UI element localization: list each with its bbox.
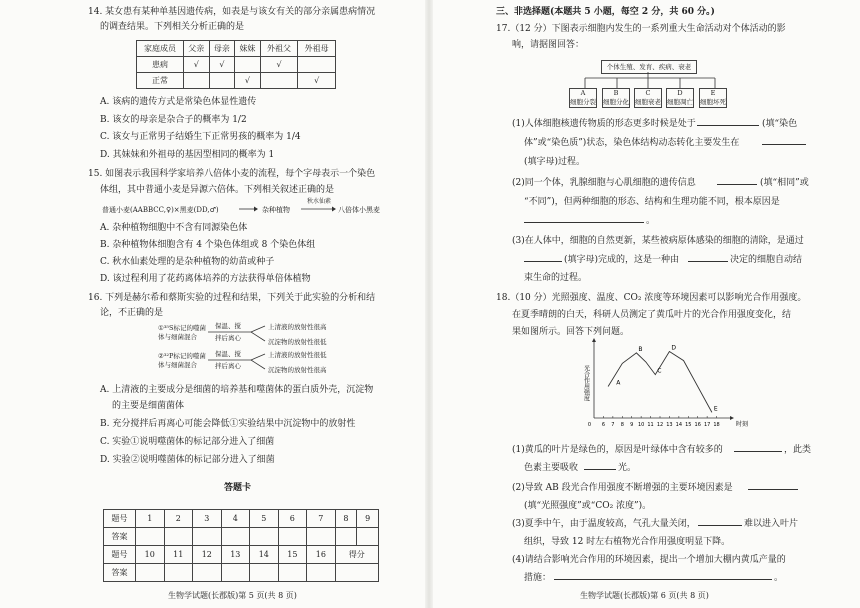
table-cell	[184, 73, 210, 89]
answer-card-title: 答题卡	[224, 483, 252, 493]
q15-arrow-1	[238, 204, 258, 214]
blank-line	[748, 489, 798, 490]
q17-box-c	[634, 88, 662, 108]
q17-connectors	[580, 72, 720, 88]
table-cell	[235, 57, 261, 73]
card-number: 4	[221, 510, 250, 528]
card-answer-cell	[164, 564, 193, 582]
card-label: 答案	[104, 528, 136, 546]
card-number: 13	[221, 546, 250, 564]
q17-p3-a: (3)在人体中，细胞的自然更新，某些被病原体感染的细胞的清除，是通过	[512, 236, 804, 246]
card-number: 2	[164, 510, 193, 528]
tick-label: 15	[685, 422, 692, 428]
card-answer-cell	[357, 528, 379, 546]
table-cell: √	[235, 73, 261, 89]
card-number: 7	[307, 510, 336, 528]
y-axis-arrow	[592, 338, 596, 342]
blank-line	[688, 261, 728, 262]
q16-option-d: D. 实验②说明噬菌体的标记部分进入了细菌	[100, 455, 275, 465]
card-number: 14	[250, 546, 279, 564]
q17-p3-d: 束生命的过程。	[524, 273, 588, 283]
table-cell: √	[184, 57, 210, 73]
q18-stem-2: 在夏季晴朗的白天，科研人员测定了黄瓜叶片的光合作用强度变化，结	[512, 310, 792, 320]
box-letter: E	[710, 89, 716, 97]
series-line	[608, 352, 712, 413]
q17-box-e	[699, 88, 727, 108]
box-letter: A	[580, 89, 586, 97]
card-number: 15	[278, 546, 307, 564]
tick-label: 18	[713, 422, 720, 428]
box-letter: B	[613, 89, 619, 97]
table-header-cell: 父亲	[184, 41, 210, 57]
q17-box-b	[602, 88, 630, 108]
q16-option-b: B. 充分搅拌后再离心可能会降低①实验结果中沉淀物中的放射性	[100, 419, 356, 429]
q17-p2-a: (2)同一个体，乳腺细胞与心肌细胞的遗传信息	[512, 178, 696, 188]
q16-option-a-2: 的主要是细菌菌体	[112, 401, 185, 411]
card-answer-cell	[278, 528, 307, 546]
blank-line	[762, 144, 806, 145]
q16-option-a-1: A. 上清液的主要成分是细菌的培养基和噬菌体的蛋白质外壳，沉淀物	[100, 385, 374, 395]
q16-stem-1: 16. 下列是赫尔希和蔡斯实验的过程和结果，下列关于此实验的分析和结	[88, 293, 376, 303]
q16-step2-line2: 拌后离心	[215, 362, 241, 370]
right-page	[440, 0, 860, 608]
box-letter: C	[645, 89, 651, 97]
tick-label: 13	[666, 422, 673, 428]
blank-line	[584, 469, 616, 470]
blank-line	[524, 261, 562, 262]
q16-stem-2: 论，不正确的是	[100, 308, 164, 318]
q17-stem-2: 响，请据图回答：	[512, 40, 585, 50]
table-header-cell: 外祖父	[260, 41, 298, 57]
table-cell	[209, 73, 235, 89]
left-footer: 生物学试题(长郡版)第 5 页(共 8 页)	[168, 591, 297, 600]
point-label: C	[657, 367, 662, 375]
tick-label: 9	[630, 422, 634, 428]
card-label: 答案	[104, 564, 136, 582]
box-label: 细胞坏死	[700, 98, 726, 106]
card-score-cell	[335, 564, 378, 582]
box-label: 细胞分裂	[570, 98, 596, 106]
tick-label: 14	[675, 422, 683, 428]
blank-line	[734, 451, 782, 452]
card-number: 9	[357, 510, 379, 528]
table-cell: √	[260, 57, 298, 73]
q15-option-a: A. 杂种植物细胞中不含有同源染色体	[100, 223, 248, 233]
answer-card-table	[103, 509, 379, 582]
q17-p1-d: (填字母)过程。	[524, 157, 586, 167]
table-cell: 患病	[137, 57, 184, 73]
q14-option-c: C. 该女与正常男子结婚生下正常男孩的概率为 1/4	[100, 132, 301, 142]
card-label: 题号	[104, 510, 136, 528]
q15-option-c: C. 秋水仙素处理的是杂种植物的幼苗或种子	[100, 257, 275, 267]
tick-label: 17	[703, 422, 711, 428]
q17-top-box: 个体生殖、发育、疾病、衰老	[601, 60, 697, 74]
q16-step1-line2: 拌后离心	[215, 334, 241, 342]
q16-result-2a: 上清液的放射性很低	[268, 351, 327, 359]
x-axis-arrow	[730, 416, 734, 420]
section-heading: 三、非选择题(本题共 5 小题，每空 2 分，共 60 分。)	[496, 7, 715, 17]
box-label: 细胞分化	[603, 98, 629, 106]
q16-step1-line1: 保温、搅	[215, 322, 241, 330]
q18-p2-b: (填“光照强度”或“CO₂ 浓度”)。	[524, 501, 652, 511]
q18-p3-b: 难以进入叶片	[744, 519, 799, 529]
tick-label: 8	[620, 422, 624, 428]
box-letter: D	[677, 89, 683, 97]
q17-p2-b: (填“相同”或	[760, 178, 809, 188]
card-number: 1	[136, 510, 165, 528]
card-answer-cell	[164, 528, 193, 546]
card-number: 10	[136, 546, 165, 564]
q14-stem-2: 的调查结果。下列相关分析正确的是	[100, 22, 245, 32]
card-number: 3	[193, 510, 222, 528]
card-answer-cell	[250, 528, 279, 546]
q17-box-a	[569, 88, 597, 108]
card-answer-cell	[221, 564, 250, 582]
tick-label: 11	[647, 422, 654, 428]
card-label: 题号	[104, 546, 136, 564]
table-header-cell: 母亲	[209, 41, 235, 57]
point-label: B	[638, 345, 643, 353]
q14-table	[136, 40, 336, 89]
tick-label: 0	[587, 422, 591, 428]
q16-result-1b: 沉淀物的放射性很低	[268, 338, 327, 346]
q18-stem-1: 18.（10 分）光照强度、温度、CO₂ 浓度等环境因素可以影响光合作用强度。	[496, 293, 807, 303]
q17-box-d	[666, 88, 694, 108]
card-answer-cell	[193, 528, 222, 546]
q15-stem-2: 体组，其中普通小麦是异源六倍体。下列相关叙述正确的是	[100, 185, 335, 195]
card-number: 6	[278, 510, 307, 528]
q15-flow-mid: 杂种植物	[262, 206, 290, 214]
q17-stem-1: 17.（12 分）下图表示细胞内发生的一系列重大生命活动对个体活动的影	[496, 24, 786, 34]
q14-option-a: A. 该病的遗传方式是常染色体显性遗传	[100, 97, 257, 107]
q18-stem-3: 果如图所示。回答下列问题。	[512, 327, 630, 337]
q18-p3-a: (3)夏季中午，由于温度较高，气孔大量关闭，	[512, 519, 696, 529]
q18-p1-c: 色素主要吸收	[524, 463, 579, 473]
table-header-cell: 妹妹	[235, 41, 261, 57]
q18-p4-a: (4)请结合影响光合作用的环境因素，提出一个增加大棚内黄瓜产量的	[512, 555, 786, 565]
q17-p2-d: 。	[646, 216, 656, 226]
q16-exp2-line1: ②³²P标记的噬菌	[158, 352, 206, 360]
tick-label: 16	[694, 422, 701, 428]
table-cell: 正常	[137, 73, 184, 89]
point-label: D	[671, 344, 677, 352]
page-fold	[425, 0, 433, 608]
q16-exp1-line1: ①³⁵S标记的噬菌	[158, 324, 206, 332]
blank-line	[717, 184, 757, 185]
card-number: 11	[164, 546, 193, 564]
q14-option-d: D. 其妹妹和外祖母的基因型相同的概率为 1	[100, 150, 275, 160]
box-label: 细胞衰老	[635, 98, 661, 106]
q16-step2-line1: 保温、搅	[215, 350, 241, 358]
right-footer: 生物学试题(长郡版)第 6 页(共 8 页)	[580, 591, 709, 600]
q18-p1-b: ，此类	[784, 445, 812, 455]
q16-exp1-line2: 体与细菌混合	[158, 333, 197, 341]
q15-arrow-label: 秋水仙素	[307, 198, 332, 205]
q16-option-c: C. 实验①说明噬菌体的标记部分进入了细菌	[100, 437, 275, 447]
point-label: E	[713, 405, 718, 413]
q15-option-d: D. 该过程利用了花药离体培养的方法获得单倍体植物	[100, 274, 311, 284]
blank-line	[698, 525, 742, 526]
tick-label: 7	[611, 422, 615, 428]
card-answer-cell	[335, 528, 357, 546]
box-label: 细胞凋亡	[667, 98, 693, 106]
q14-option-b: B. 该女的母亲是杂合子的概率为 1/2	[100, 115, 247, 125]
blank-line	[697, 125, 759, 126]
q15-arrow-2	[300, 204, 336, 214]
q14-stem-1: 14. 某女患有某种单基因遗传病，如表是与该女有关的部分亲属患病情况	[88, 7, 376, 17]
q18-p1-a: (1)黄瓜的叶片是绿色的，原因是叶绿体中含有较多的	[512, 445, 723, 455]
card-answer-cell	[221, 528, 250, 546]
table-cell	[260, 73, 298, 89]
card-answer-cell	[136, 528, 165, 546]
table-cell	[298, 57, 336, 73]
blank-line	[524, 222, 644, 223]
card-answer-cell	[278, 564, 307, 582]
point-label: A	[616, 379, 621, 387]
card-number: 8	[335, 510, 357, 528]
table-cell: √	[298, 73, 336, 89]
blank-line	[554, 579, 772, 580]
card-score-label: 得分	[335, 546, 378, 564]
q18-chart	[570, 342, 749, 430]
q15-flow-left: 普通小麦(AABBCC,♀)×黑麦(DD,♂)	[102, 206, 219, 214]
q17-p3-c: 决定的细胞自动结	[730, 255, 803, 265]
y-axis-label: 光合作用强度	[582, 365, 590, 401]
q18-p2-a: (2)导致 AB 段光合作用强度不断增强的主要环境因素是	[512, 483, 733, 493]
card-answer-cell	[136, 564, 165, 582]
q16-diagram-arrows	[205, 322, 269, 378]
tick-label: 10	[637, 422, 645, 428]
q18-p1-d: 光。	[618, 463, 637, 473]
card-number: 16	[307, 546, 336, 564]
q18-p4-c: 。	[774, 573, 784, 583]
q17-p1-c: 体”或“染色质”)状态，染色体结构动态转化主要发生在	[524, 138, 740, 148]
q18-p4-b: 措施：	[524, 573, 552, 583]
q16-exp2-line2: 体与细菌混合	[158, 361, 197, 369]
card-answer-cell	[193, 564, 222, 582]
q15-stem-1: 15. 如图表示我国科学家培养八倍体小麦的流程，每个字母表示一个染色	[88, 169, 376, 179]
card-number: 5	[250, 510, 279, 528]
q17-p1-a: (1)人体细胞核遗传物质的形态更多时候是处于	[512, 119, 696, 129]
q18-p3-c: 组织，导致 12 时左右植物光合作用强度明显下降。	[524, 537, 731, 547]
left-page	[0, 0, 418, 608]
card-number: 12	[193, 546, 222, 564]
table-header-cell: 外祖母	[298, 41, 336, 57]
q16-result-1a: 上清液的放射性很高	[268, 323, 327, 331]
q17-p3-b: (填字母)完成的，这是一种由	[564, 255, 680, 265]
q16-result-2b: 沉淀物的放射性很高	[268, 366, 327, 374]
x-axis-label: 时刻	[736, 421, 749, 428]
q17-p2-c: “不同”)，但两种细胞的形态、结构和生理功能不同，根本原因是	[524, 197, 780, 207]
q17-p1-b: (填“染色	[762, 119, 798, 129]
card-answer-cell	[307, 564, 336, 582]
table-header-cell: 家庭成员	[137, 41, 184, 57]
table-cell: √	[209, 57, 235, 73]
card-answer-cell	[250, 564, 279, 582]
q15-flow-right: 八倍体小黑麦	[338, 206, 380, 214]
tick-label: 12	[656, 422, 664, 428]
tick-label: 6	[601, 422, 606, 428]
card-answer-cell	[307, 528, 336, 546]
q15-option-b: B. 杂种植物体细胞含有 4 个染色体组或 8 个染色体组	[100, 240, 316, 250]
